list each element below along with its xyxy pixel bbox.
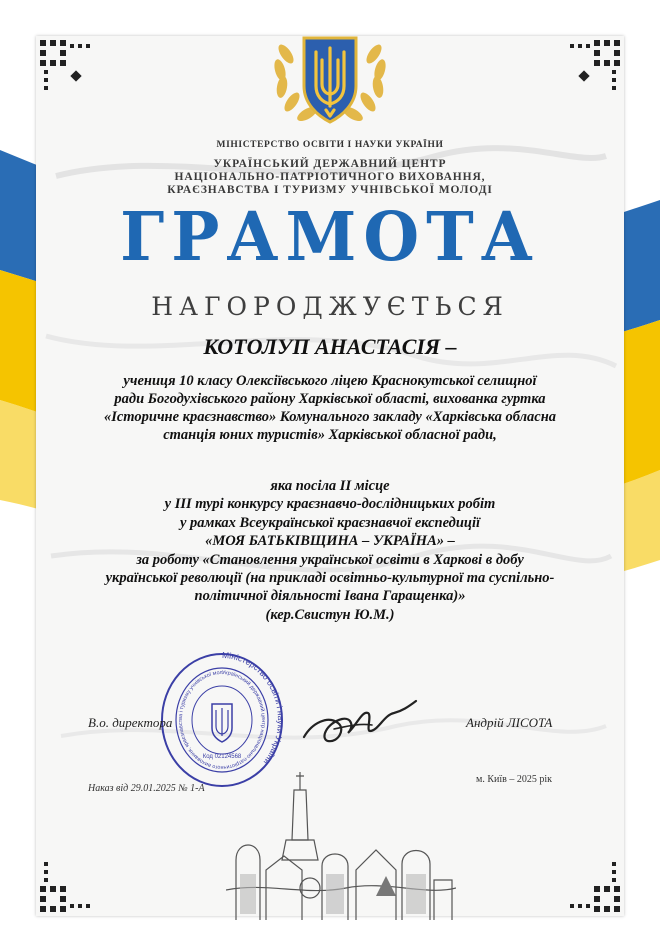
award-text	[20, 477, 640, 624]
landmarks-illustration	[226, 770, 456, 920]
organization-line: КРАЄЗНАВСТВА І ТУРИЗМУ УЧНІВСЬКОЇ МОЛОДІ	[167, 184, 493, 196]
award-line: у рамках Всеукраїнської краєзнавчої експедиції	[179, 514, 481, 531]
signatory-name: Андрій ЛІСОТА	[466, 715, 553, 730]
recipient-name: КОТОЛУП АНАСТАСІЯ –	[203, 334, 457, 359]
description-line: ради Богодухівського району Харківської області, вихованка гуртка	[114, 391, 546, 407]
award-line: політичної діяльності Івана Гаращенка)»	[194, 588, 466, 605]
description-line: учениця 10 класу Олексіївського ліцею Краснокутської селищної	[123, 373, 537, 389]
organization-line: НАЦІОНАЛЬНО-ПАТРІОТИЧНОГО ВИХОВАННЯ,	[174, 171, 486, 183]
handwritten-signature	[298, 693, 422, 753]
recipient-description	[40, 372, 620, 444]
certificate-subtitle: НАГОРОДЖУЄТЬСЯ	[151, 292, 509, 321]
official-stamp	[158, 648, 286, 790]
signatory-position: В.о. директора	[88, 715, 173, 730]
description-line: станція юних туристів» Харківської обласної ради,	[163, 427, 497, 443]
award-line: яка посіла ІІ місце	[270, 478, 390, 494]
ornament-corner-icon	[554, 846, 624, 916]
certificate-title: ГРАМОТА	[120, 198, 540, 277]
award-line: у ІІІ турі конкурсу краєзнавчо-дослідницьких робіт	[164, 496, 496, 513]
description-line: «Історичне краєзнавство» Комунального закладу «Харківська обласна	[103, 409, 557, 425]
order-reference: Наказ від 29.01.2025 № 1-А	[88, 783, 205, 794]
stamp-inner-text: Український державний центр національно-патріотичного виховання, краєзнавства і туризму учнівської мол	[177, 669, 266, 771]
stamp-outer-text: Міністерство освіти і науки України	[221, 649, 286, 767]
ornament-corner-icon	[36, 846, 106, 916]
award-line: за роботу «Становлення української освіти в Харкові в добу	[136, 551, 524, 568]
award-line: «МОЯ БАТЬКІВЩИНА – УКРАЇНА» –	[205, 533, 455, 550]
organization-line: УКРАЇНСЬКИЙ ДЕРЖАВНИЙ ЦЕНТР	[213, 158, 447, 170]
stamp-code: Код 02124568	[202, 754, 242, 760]
award-line: української революції (на прикладі освітньо-культурної та суспільно-	[105, 570, 555, 587]
city-year: м. Київ – 2025 рік	[476, 774, 552, 785]
ukraine-coat-of-arms-icon	[264, 24, 396, 136]
ornament-corner-icon	[554, 36, 624, 106]
ministry-name: МІНІСТЕРСТВО ОСВІТИ І НАУКИ УКРАЇНИ	[216, 140, 444, 150]
ornament-corner-icon	[36, 36, 106, 106]
award-line: (кер.Свистун Ю.М.)	[265, 606, 395, 623]
organization-name	[0, 158, 660, 197]
